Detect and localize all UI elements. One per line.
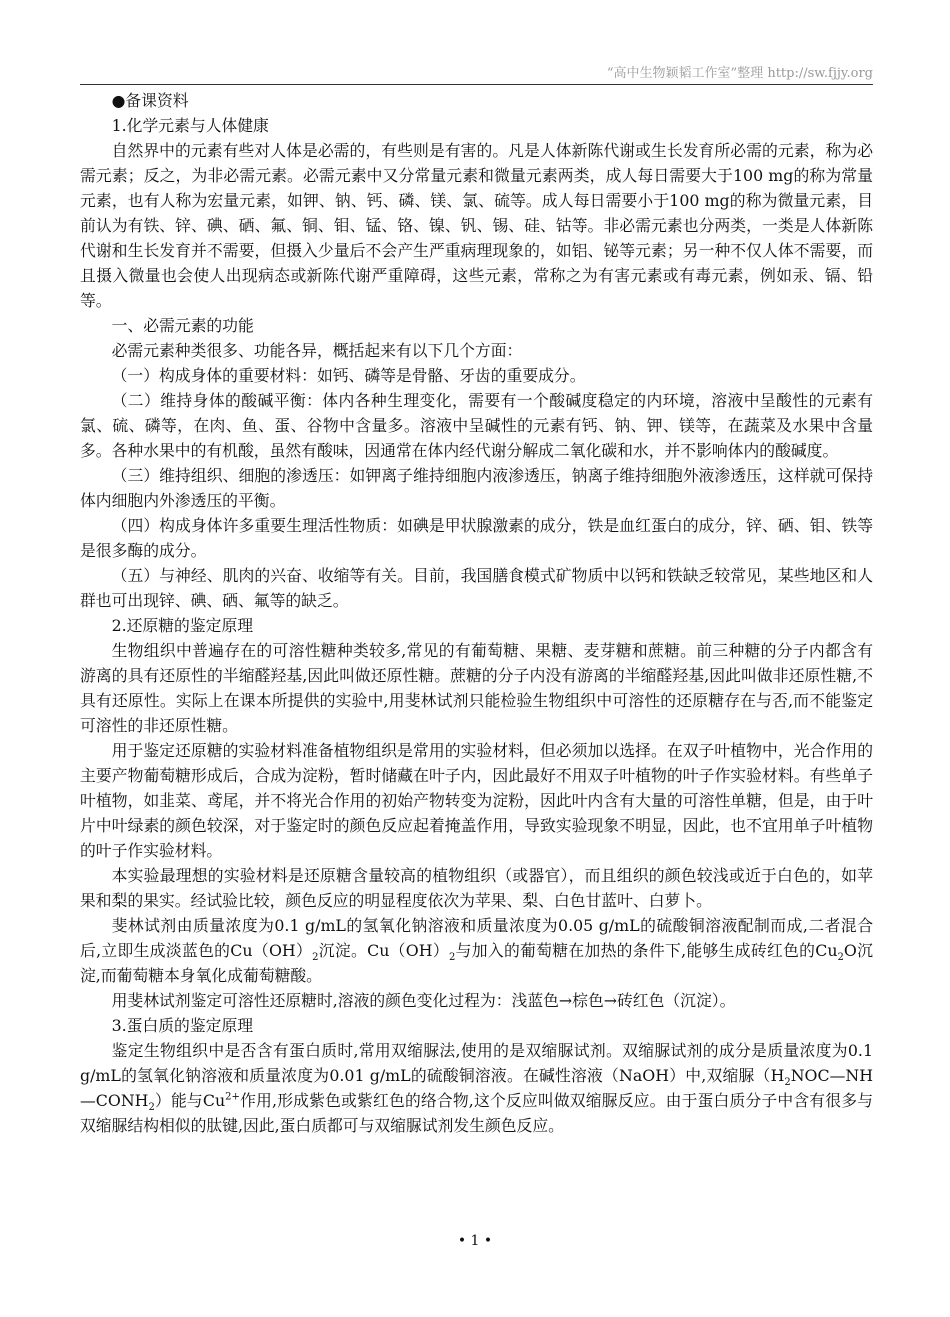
paragraph: （五）与神经、肌肉的兴奋、收缩等有关。目前，我国膳食模式矿物质中以钙和铁缺乏较常见，某些地区和人群也可出现锌、碘、硒、氟等的缺乏。 — [80, 566, 873, 610]
paragraph: 生物组织中普遍存在的可溶性糖种类较多,常见的有葡萄糖、果糖、麦芽糖和蔗糖。前三种糖的分子内都含有游离的具有还原性的半缩醛羟基,因此叫做还原性糖。蔗糖的分子内没有游离的半缩醛羟基,因此叫做非还原性糖,不具有还原性。实际上在课本所提供的实验中,用斐林试剂只能检验生物组织中可溶性的还原糖存在与否,而不能鉴定可溶性的非还原性糖。 — [80, 641, 873, 735]
paragraph: （一）构成身体的重要材料：如钙、磷等是骨骼、牙齿的重要成分。 — [111, 366, 586, 385]
paragraph: （三）维持组织、细胞的渗透压：如钾离子维持细胞内液渗透压，钠离子维持细胞外液渗透压，这样就可保持体内细胞内外渗透压的平衡。 — [80, 466, 873, 510]
heading-1: 1.化学元素与人体健康 — [111, 116, 269, 135]
subscript: 2 — [837, 952, 844, 964]
paragraph: 用于鉴定还原糖的实验材料准备植物组织是常用的实验材料，但必须加以选择。在双子叶植物中，光合作用的主要产物葡萄糖形成后，合成为淀粉，暂时储藏在叶子内，因此最好不用双子叶植物的叶子作实验材料。有些单子叶植物，如韭菜、鸢尾，并不将光合作用的初始产物转变为淀粉，因此叶内含有大量的可溶性单糖，但是，由于叶片中叶绿素的颜色较深，对于鉴定时的颜色反应起着掩盖作用，导致实验现象不明显，因此，也不宜用单子叶植物的叶子作实验材料。 — [80, 741, 873, 860]
paragraph: 本实验最理想的实验材料是还原糖含量较高的植物组织（或器官），而且组织的颜色较浅或近于白色的，如苹果和梨的果实。经试验比较，颜色反应的明显程度依次为苹果、梨、白色甘蓝叶、白萝卜。 — [80, 866, 873, 910]
paragraph: 自然界中的元素有些对人体是必需的，有些则是有害的。凡是人体新陈代谢或生长发育所必需的元素，称为必需元素；反之，为非必需元素。必需元素中又分常量元素和微量元素两类，成人每日需要大于100 mg的称为常量元素，也有人称为宏量元素，如钾、钠、钙、磷、镁、氯、硫等。成人每日需要小于100 mg的称为微量元素，目前认为有铁、锌、碘、硒、氟、铜、钼、锰、铬、镍、钒、锡、硅、钴等。非必需元素也分两类，一类是人体新陈代谢和生长发育并不需要，但摄入少量后不会产生严重病理现象的，如铝、铋等元素；另一种不仅人体不需要，而且摄入微量也会使人出现病态或新陈代谢严重障碍，这些元素，常称之为有害元素或有毒元素，例如汞、镉、铅等。 — [80, 141, 873, 310]
section-title: ●备课资料 — [111, 91, 189, 110]
document-body — [80, 88, 873, 1138]
paragraph: （四）构成身体许多重要生理活性物质：如碘是甲状腺激素的成分，铁是血红蛋白的成分，锌、硒、钼、铁等是很多酶的成分。 — [80, 516, 873, 560]
heading-3: 3.蛋白质的鉴定原理 — [111, 1016, 254, 1035]
subscript: 2 — [148, 1102, 155, 1114]
text-run: 沉淀。Cu（OH） — [318, 941, 449, 960]
text-run: O沉淀,而葡萄糖本身氧化成葡萄糖酸。 — [80, 941, 873, 985]
text-run: NOC—NH—CONH — [80, 1066, 873, 1110]
text-run: 作用,形成紫色或紫红色的络合物,这个反应叫做双缩脲反应。由于蛋白质分子中含有很多与双缩脲结构相似的肽键,因此,蛋白质都可与双缩脲试剂发生颜色反应。 — [80, 1091, 874, 1135]
paragraph-biuret — [80, 1038, 873, 1138]
paragraph: 用斐林试剂鉴定可溶性还原糖时,溶液的颜色变化过程为：浅蓝色→棕色→砖红色（沉淀）。 — [111, 991, 736, 1010]
text-run: 鉴定生物组织中是否含有蛋白质时,常用双缩脲法,使用的是双缩脲试剂。双缩脲试剂的成分是质量浓度为0.1 g/mL的氢氧化钠溶液和质量浓度为0.01 g/mL的硫酸铜溶液。在碱性溶液（NaOH）中,双缩脲（H — [80, 1041, 873, 1085]
subscript: 2 — [784, 1077, 791, 1089]
subscript: 2 — [448, 952, 456, 964]
text-run: 与加入的葡萄糖在加热的条件下,能够生成砖红色的Cu — [455, 941, 838, 960]
paragraph-fehling — [80, 913, 873, 988]
subscript: 2 — [312, 952, 319, 964]
page-number: • 1 • — [457, 1233, 493, 1249]
paragraph: （二）维持身体的酸碱平衡：体内各种生理变化，需要有一个酸碱度稳定的内环境，溶液中呈酸性的元素有氯、硫、磷等，在肉、鱼、蛋、谷物中含量多。溶液中呈碱性的元素有钙、钠、钾、镁等，在蔬菜及水果中含量多。各种水果中的有机酸，虽然有酸味，因通常在体内经代谢分解成二氧化碳和水，并不影响体内的酸碱度。 — [80, 391, 873, 460]
superscript: 2+ — [225, 1091, 240, 1103]
subheading: 一、必需元素的功能 — [111, 316, 254, 335]
text-run: ）能与Cu — [154, 1091, 226, 1110]
page-header: “高中生物颖韬工作室”整理 http://sw.fjjy.org — [80, 62, 873, 85]
paragraph: 必需元素种类很多、功能各异，概括起来有以下几个方面： — [111, 341, 523, 360]
heading-2: 2.还原糖的鉴定原理 — [111, 616, 254, 635]
text-run: 斐林试剂由质量浓度为0.1 g/mL的氢氧化钠溶液和质量浓度为0.05 g/mL的硫酸铜溶液配制而成,二者混合后,立即生成淡蓝色的Cu（OH） — [80, 916, 873, 960]
